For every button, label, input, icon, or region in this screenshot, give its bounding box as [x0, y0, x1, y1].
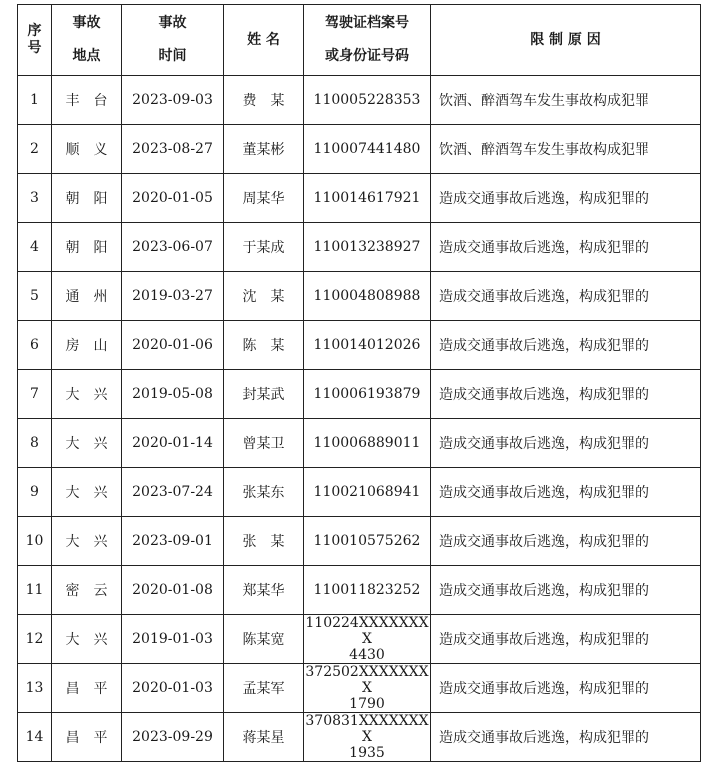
cell-date: 2023-08-27 [122, 125, 224, 174]
license-part: 110013238927 [313, 239, 421, 255]
cell-license [304, 76, 431, 125]
table-row [18, 517, 701, 566]
cell-place: 顺 义 [52, 125, 122, 174]
cell-index: 2 [18, 125, 52, 174]
cell-reason: 造成交通事故后逃逸，构成犯罪的 [431, 566, 701, 615]
cell-index: 7 [18, 370, 52, 419]
table-row [18, 272, 701, 321]
cell-place: 大 兴 [52, 370, 122, 419]
cell-date: 2023-07-24 [122, 468, 224, 517]
cell-index: 3 [18, 174, 52, 223]
cell-license [304, 125, 431, 174]
license-part: 1790 [349, 696, 385, 712]
cell-place: 昌 平 [52, 713, 122, 762]
cell-reason: 造成交通事故后逃逸，构成犯罪的 [431, 664, 701, 713]
license-part: 4430 [349, 647, 385, 663]
cell-reason: 造成交通事故后逃逸，构成犯罪的 [431, 468, 701, 517]
cell-reason: 造成交通事故后逃逸，构成犯罪的 [431, 223, 701, 272]
table-row [18, 419, 701, 468]
cell-place: 大 兴 [52, 517, 122, 566]
cell-date: 2023-06-07 [122, 223, 224, 272]
cell-name: 曾某卫 [224, 419, 304, 468]
cell-place: 房 山 [52, 321, 122, 370]
table-row [18, 664, 701, 713]
header-time: 事故 时间 [122, 5, 224, 76]
cell-license [304, 272, 431, 321]
table-body [18, 76, 701, 762]
license-part: 110014012026 [313, 337, 421, 353]
table-row [18, 174, 701, 223]
cell-license [304, 321, 431, 370]
cell-place: 大 兴 [52, 419, 122, 468]
cell-reason: 造成交通事故后逃逸，构成犯罪的 [431, 321, 701, 370]
license-part: 110005228353 [313, 92, 421, 108]
cell-name: 于某成 [224, 223, 304, 272]
cell-license [304, 664, 431, 713]
cell-license [304, 223, 431, 272]
cell-index: 6 [18, 321, 52, 370]
table-row [18, 76, 701, 125]
cell-reason: 造成交通事故后逃逸，构成犯罪的 [431, 174, 701, 223]
header-place: 事故 地点 [52, 5, 122, 76]
cell-name: 陈 某 [224, 321, 304, 370]
cell-license [304, 468, 431, 517]
cell-index: 13 [18, 664, 52, 713]
cell-date: 2020-01-14 [122, 419, 224, 468]
license-part: 110010575262 [313, 533, 421, 549]
cell-name: 孟某军 [224, 664, 304, 713]
cell-date: 2020-01-06 [122, 321, 224, 370]
license-part: 110014617921 [313, 190, 421, 206]
license-part: 372502XXXXXXXX [305, 664, 429, 696]
cell-date: 2019-03-27 [122, 272, 224, 321]
cell-date: 2020-01-08 [122, 566, 224, 615]
table-row [18, 615, 701, 664]
cell-reason: 造成交通事故后逃逸，构成犯罪的 [431, 419, 701, 468]
cell-license [304, 419, 431, 468]
header-reason: 限 制 原 因 [431, 5, 701, 76]
cell-name: 周某华 [224, 174, 304, 223]
cell-index: 4 [18, 223, 52, 272]
cell-reason: 造成交通事故后逃逸，构成犯罪的 [431, 370, 701, 419]
cell-name: 蒋某星 [224, 713, 304, 762]
cell-index: 10 [18, 517, 52, 566]
table-row [18, 713, 701, 762]
cell-reason: 饮酒、醉酒驾车发生事故构成犯罪 [431, 76, 701, 125]
cell-date: 2020-01-05 [122, 174, 224, 223]
table-row [18, 223, 701, 272]
table-row [18, 321, 701, 370]
cell-name: 董某彬 [224, 125, 304, 174]
cell-place: 大 兴 [52, 468, 122, 517]
cell-name: 封某武 [224, 370, 304, 419]
cell-reason: 造成交通事故后逃逸，构成犯罪的 [431, 272, 701, 321]
cell-index: 14 [18, 713, 52, 762]
cell-place: 昌 平 [52, 664, 122, 713]
cell-date: 2020-01-03 [122, 664, 224, 713]
cell-place: 朝 阳 [52, 174, 122, 223]
cell-license [304, 566, 431, 615]
cell-place: 通 州 [52, 272, 122, 321]
header-license: 驾驶证档案号 或身份证号码 [304, 5, 431, 76]
cell-license [304, 174, 431, 223]
license-part: 110224XXXXXXXX [305, 615, 429, 647]
cell-place: 大 兴 [52, 615, 122, 664]
cell-license [304, 615, 431, 664]
header-index: 序 号 [18, 5, 52, 76]
table-header-row [18, 5, 701, 76]
header-name: 姓 名 [224, 5, 304, 76]
cell-license [304, 517, 431, 566]
license-part: 110006193879 [313, 386, 421, 402]
cell-date: 2023-09-29 [122, 713, 224, 762]
cell-date: 2023-09-01 [122, 517, 224, 566]
table-row [18, 370, 701, 419]
license-part: 110004808988 [313, 288, 421, 304]
cell-date: 2023-09-03 [122, 76, 224, 125]
cell-name: 费 某 [224, 76, 304, 125]
cell-reason: 造成交通事故后逃逸，构成犯罪的 [431, 517, 701, 566]
cell-name: 陈某宽 [224, 615, 304, 664]
cell-place: 丰 台 [52, 76, 122, 125]
cell-reason: 造成交通事故后逃逸，构成犯罪的 [431, 615, 701, 664]
cell-place: 密 云 [52, 566, 122, 615]
license-part: 110011823252 [313, 582, 421, 598]
table-row [18, 125, 701, 174]
cell-index: 1 [18, 76, 52, 125]
table-row [18, 566, 701, 615]
cell-license [304, 370, 431, 419]
cell-index: 12 [18, 615, 52, 664]
license-part: 110007441480 [313, 141, 421, 157]
cell-index: 11 [18, 566, 52, 615]
license-part: 1935 [349, 745, 385, 761]
cell-reason: 饮酒、醉酒驾车发生事故构成犯罪 [431, 125, 701, 174]
cell-index: 9 [18, 468, 52, 517]
table-row [18, 468, 701, 517]
license-part: 370831XXXXXXXX [305, 713, 429, 745]
license-part: 110006889011 [313, 435, 421, 451]
cell-index: 5 [18, 272, 52, 321]
license-part: 110021068941 [313, 484, 421, 500]
cell-name: 郑某华 [224, 566, 304, 615]
cell-name: 沈 某 [224, 272, 304, 321]
cell-place: 朝 阳 [52, 223, 122, 272]
cell-date: 2019-05-08 [122, 370, 224, 419]
restriction-table [17, 4, 701, 762]
cell-reason: 造成交通事故后逃逸，构成犯罪的 [431, 713, 701, 762]
cell-license [304, 713, 431, 762]
cell-name: 张某东 [224, 468, 304, 517]
cell-date: 2019-01-03 [122, 615, 224, 664]
cell-name: 张 某 [224, 517, 304, 566]
cell-index: 8 [18, 419, 52, 468]
